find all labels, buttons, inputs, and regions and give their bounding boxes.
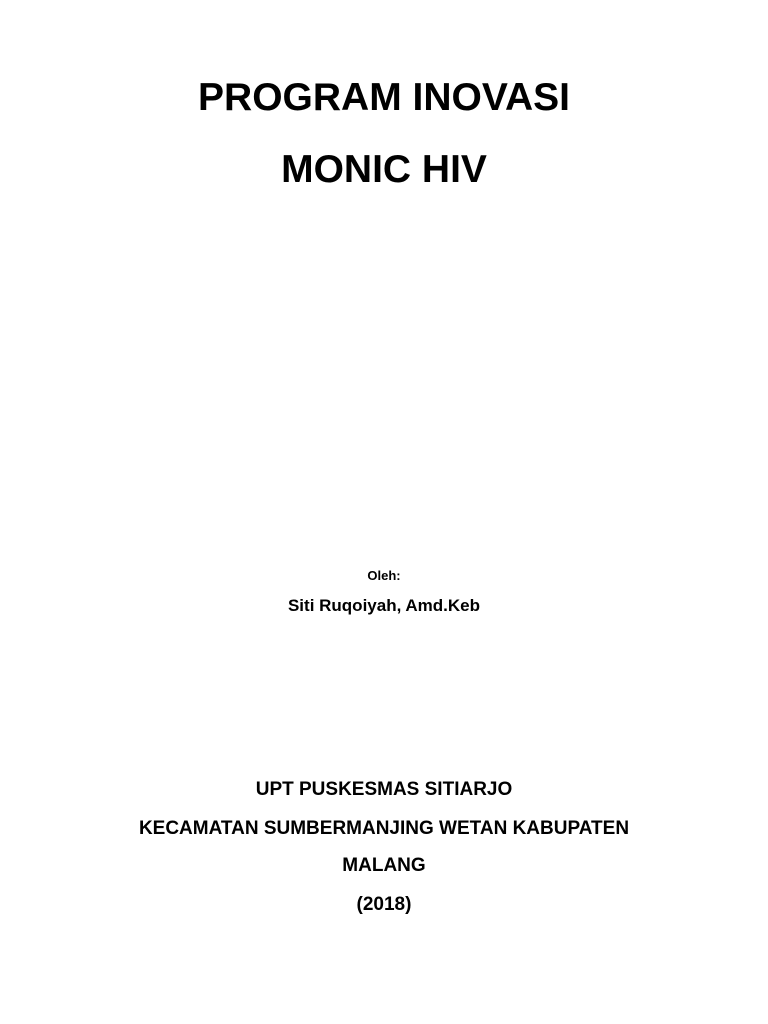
institution-line-3: MALANG bbox=[342, 855, 426, 876]
title-line-1: PROGRAM INOVASI bbox=[198, 76, 570, 119]
title-line-2: MONIC HIV bbox=[281, 148, 487, 191]
institution-line-2: KECAMATAN SUMBERMANJING WETAN KABUPATEN bbox=[138, 818, 630, 839]
author-prefix-label: Oleh: bbox=[367, 568, 401, 583]
institution-line-1: UPT PUSKESMAS SITIARJO bbox=[255, 779, 513, 800]
author-name: Siti Ruqoiyah, Amd.Keb bbox=[287, 596, 481, 615]
year-label: (2018) bbox=[356, 894, 412, 915]
